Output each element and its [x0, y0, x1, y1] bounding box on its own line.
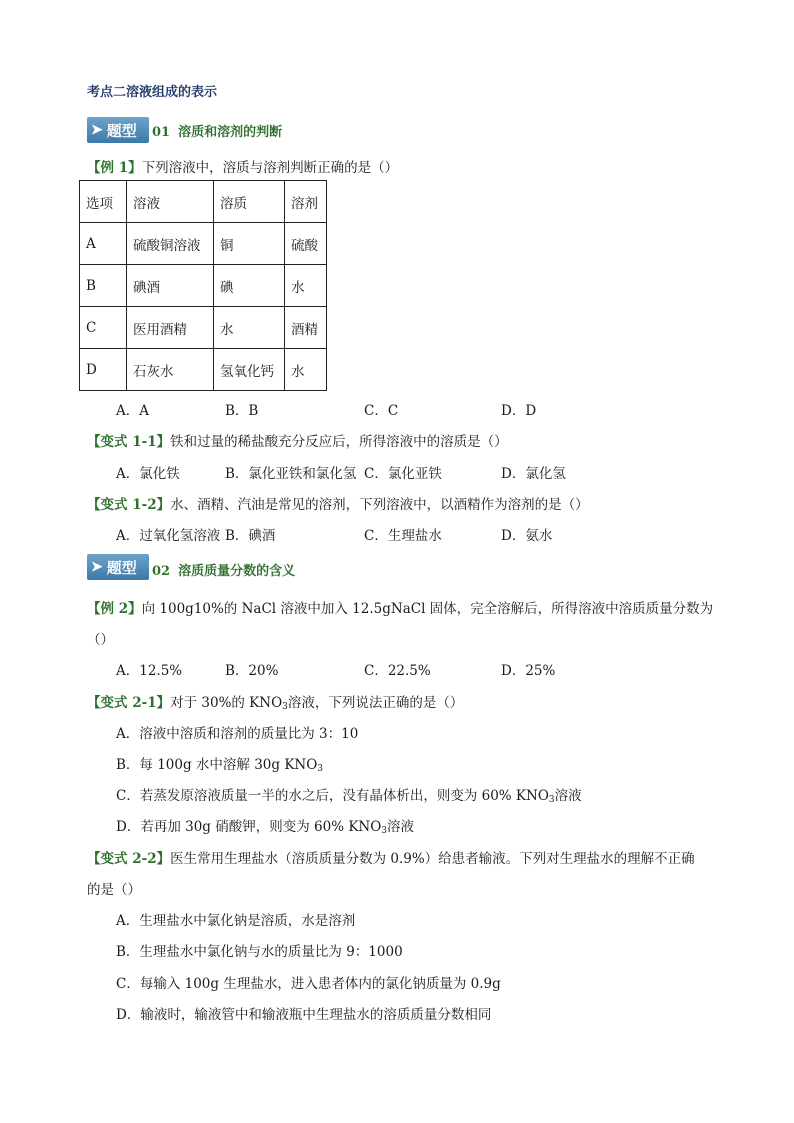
question-tag: 【例 2】	[87, 601, 142, 617]
option-c: C．每输入 100g 生理盐水，进入患者体内的氯化钠质量为 0.9g	[116, 976, 501, 992]
table-header-cell: 溶液	[127, 181, 214, 223]
table-cell: 氢氧化钙	[214, 349, 285, 391]
table-row	[80, 349, 327, 391]
table-cell: 水	[285, 265, 327, 307]
option-text: B．每 100g 水中溶解 30g KNO	[116, 757, 318, 773]
option-a: A．A	[116, 403, 149, 419]
table-cell: D	[80, 349, 127, 391]
table-cell: A	[80, 223, 127, 265]
option-d: D．输液时，输液管中和输液瓶中生理盐水的溶质质量分数相同	[116, 1007, 492, 1023]
example-2-question-cont: （）	[87, 632, 114, 648]
option-text: C．若蒸发原溶液质量一半的水之后，没有晶体析出，则变为 60% KNO	[116, 788, 549, 804]
option-b: B．生理盐水中氯化钠与水的质量比为 9：1000	[116, 944, 403, 960]
type-number: 02	[152, 564, 171, 579]
variant-2-2-question	[87, 847, 695, 867]
subscript: 3	[548, 795, 555, 805]
question-tag: 【变式 1-1】	[87, 434, 171, 450]
example-1-question	[87, 156, 398, 176]
table-header-cell: 选项	[80, 181, 127, 223]
question-text-cont: 溶液，下列说法正确的是（）	[287, 695, 464, 711]
option-b: B．碘酒	[225, 528, 276, 544]
question-text: 水、酒精、汽油是常见的溶剂，下列溶液中，以酒精作为溶剂的是（）	[170, 497, 589, 513]
table-cell: C	[80, 307, 127, 349]
question-text: 医生常用生理盐水（溶质质量分数为 0.9%）给患者输液。下列对生理盐水的理解不正确	[170, 851, 695, 867]
table-cell: 水	[285, 349, 327, 391]
option-c: C．生理盐水	[364, 528, 442, 544]
type-title: 溶质质量分数的含义	[178, 564, 296, 579]
variant-1-1-question	[87, 430, 508, 450]
question-text: 对于 30%的 KNO	[170, 695, 283, 711]
type-number: 01	[152, 125, 171, 140]
variant-1-2-question	[87, 493, 589, 513]
question-text: 下列溶液中，溶质与溶剂判断正确的是（）	[141, 160, 399, 176]
type-badge-01	[87, 117, 149, 143]
option-a: A．生理盐水中氯化钠是溶质，水是溶剂	[116, 913, 356, 929]
subscript: 3	[317, 764, 324, 774]
option-c	[116, 784, 582, 805]
table-cell: 水	[214, 307, 285, 349]
table-row	[80, 223, 327, 265]
type-badge-02	[87, 554, 149, 580]
option-a: A．12.5%	[116, 663, 183, 679]
option-text: D．若再加 30g 硝酸钾，则变为 60% KNO	[116, 819, 382, 835]
table-cell: 酒精	[285, 307, 327, 349]
section-title: 考点二溶液组成的表示	[87, 85, 218, 100]
option-a: A．氯化铁	[116, 466, 180, 482]
arrow-icon: ➤	[91, 559, 103, 575]
table-cell: 硫酸	[285, 223, 327, 265]
table-cell: 硫酸铜溶液	[127, 223, 214, 265]
option-c: C．22.5%	[364, 663, 431, 679]
table-header-cell: 溶剂	[285, 181, 327, 223]
type-heading-02	[152, 560, 295, 579]
question-tag: 【变式 2-2】	[87, 851, 171, 867]
example-2-question	[87, 597, 713, 617]
option-d: D．25%	[501, 663, 556, 679]
type-badge-label: 题型	[106, 558, 137, 577]
subscript: 3	[381, 826, 388, 836]
option-text-cont: 溶液	[387, 819, 415, 835]
table-cell: B	[80, 265, 127, 307]
question-text: 铁和过量的稀盐酸充分反应后，所得溶液中的溶质是（）	[170, 434, 508, 450]
question-tag: 【例 1】	[87, 160, 142, 176]
type-title: 溶质和溶剂的判断	[178, 125, 283, 140]
variant-2-2-question-cont: 的是（）	[87, 882, 141, 898]
option-a: A．溶液中溶质和溶剂的质量比为 3：10	[116, 726, 359, 742]
option-b: B．20%	[225, 663, 279, 679]
option-d: D．氨水	[501, 528, 553, 544]
table-row	[80, 265, 327, 307]
option-b	[116, 753, 323, 774]
table-header-cell: 溶质	[214, 181, 285, 223]
variant-2-1-question	[87, 691, 463, 712]
option-b: B．B	[225, 403, 259, 419]
table-row	[80, 307, 327, 349]
question-tag: 【变式 1-2】	[87, 497, 171, 513]
option-d: D．氯化氢	[501, 466, 566, 482]
table-cell: 医用酒精	[127, 307, 214, 349]
option-c: C．氯化亚铁	[364, 466, 442, 482]
option-b: B．氯化亚铁和氯化氢	[225, 466, 357, 482]
table-cell: 石灰水	[127, 349, 214, 391]
question-text: 向 100g10%的 NaCl 溶液中加入 12.5gNaCl 固体，完全溶解后，所得溶液中溶质质量分数为	[141, 601, 714, 617]
table-cell: 碘酒	[127, 265, 214, 307]
option-d: D．D	[501, 403, 537, 419]
table-header-row	[80, 181, 327, 223]
type-heading-01	[152, 121, 282, 140]
option-c: C．C	[364, 403, 399, 419]
type-badge-label: 题型	[106, 121, 137, 140]
table-cell: 碘	[214, 265, 285, 307]
option-text-cont: 溶液	[554, 788, 582, 804]
option-a: A．过氧化氢溶液	[116, 528, 221, 544]
answer-table	[79, 180, 327, 391]
table-cell: 铜	[214, 223, 285, 265]
arrow-icon: ➤	[91, 122, 103, 138]
subscript: 3	[282, 702, 288, 712]
option-d	[116, 815, 414, 836]
question-tag: 【变式 2-1】	[87, 695, 171, 711]
